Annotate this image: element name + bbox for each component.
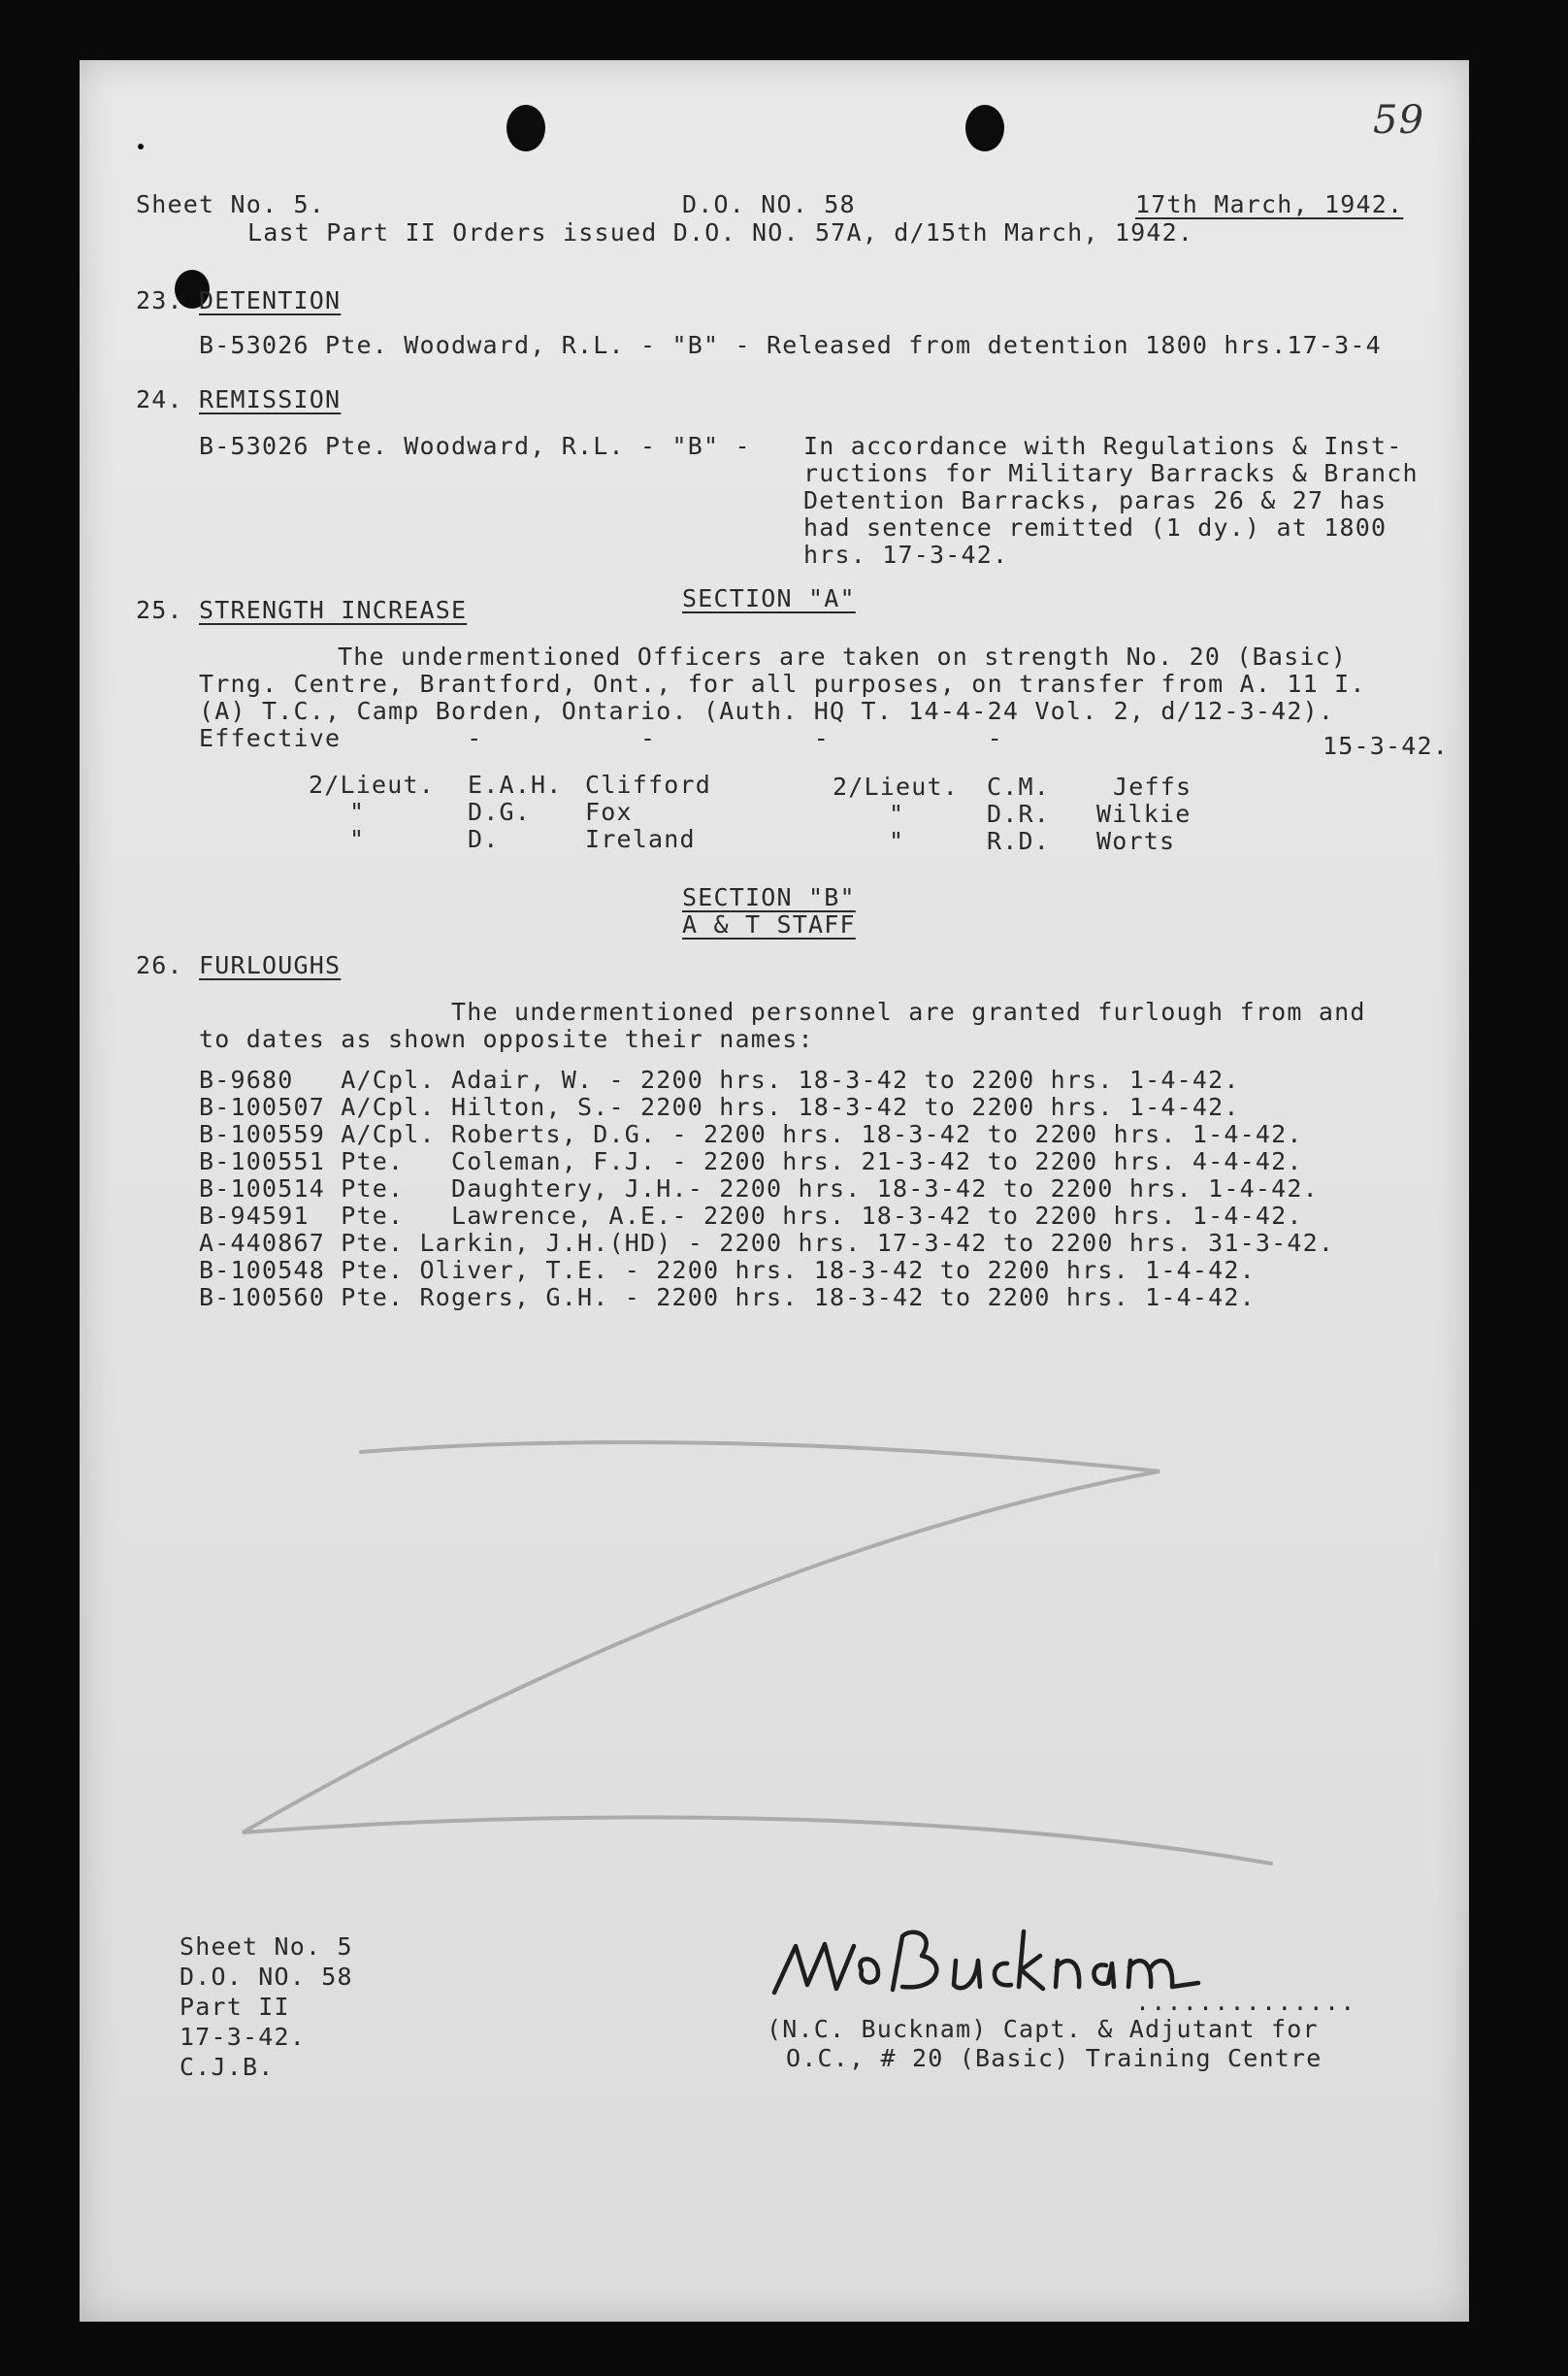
signer-line: O.C., # 20 (Basic) Training Centre [786,2044,1323,2072]
order-date: 17th March, 1942. [1135,190,1404,218]
strength-line: The undermentioned Officers are taken on strength No. 20 (Basic) [338,643,1348,671]
officer-rank: 2/Lieut. [309,771,436,799]
officer-surname: Ireland [585,825,696,853]
remission-line: ructions for Military Barracks & Branch [803,459,1419,487]
officer-initials: D. [468,825,500,853]
page-number: 59 [1373,98,1425,143]
officer-initials: C.M. [987,773,1051,801]
officer-surname: Worts [1096,827,1176,855]
remission-line: In accordance with Regulations & Inst- [803,432,1403,460]
item-number-26: 26. [136,951,183,979]
officer-rank: " [889,827,905,855]
detention-heading: DETENTION [199,286,342,314]
furlough-row: B-94591 Pte. Lawrence, A.E.- 2200 hrs. 18-3-42 to 2200 hrs. 1-4-42. [199,1202,1303,1230]
remission-line: hrs. 17-3-42. [803,541,1009,569]
furlough-row: B-100507 A/Cpl. Hilton, S.- 2200 hrs. 18-3-42 to 2200 hrs. 1-4-42. [199,1093,1240,1121]
officer-surname: Clifford [585,771,712,799]
effective-date: 15-3-42. [1323,732,1450,760]
item-number-24: 24. [136,385,183,413]
furloughs-intro: The undermentioned personnel are granted furlough from and [451,998,1366,1026]
footer-line: Part II [180,1993,290,2021]
signature [757,1917,1223,2024]
remission-line: had sentence remitted (1 dy.) at 1800 [803,513,1388,542]
officer-surname: Wilkie [1096,800,1192,828]
signature-dots: .............. [1135,1988,1356,2016]
officer-rank: " [889,800,905,828]
officer-initials: D.G. [468,798,532,826]
last-orders-line: Last Part II Orders issued D.O. NO. 57A, d/15th March, 1942. [247,218,1194,247]
furlough-row: B-100548 Pte. Oliver, T.E. - 2200 hrs. 18-3-42 to 2200 hrs. 1-4-42. [199,1256,1256,1284]
remission-line: Detention Barracks, paras 26 & 27 has [803,486,1388,514]
item-number-23: 23. [136,286,183,314]
furlough-row: B-100551 Pte. Coleman, F.J. - 2200 hrs. 21-3-42 to 2200 hrs. 4-4-42. [199,1147,1303,1175]
officer-initials: R.D. [987,827,1051,855]
strength-line: Effective - - - - [199,724,1003,752]
footer-line: D.O. NO. 58 [180,1963,353,1991]
order-number: D.O. NO. 58 [682,190,856,218]
remission-heading: REMISSION [199,385,342,413]
signer-line: (N.C. Bucknam) Capt. & Adjutant for [767,2015,1319,2043]
officer-rank: 2/Lieut. [833,773,960,801]
furlough-row: B-100560 Pte. Rogers, G.H. - 2200 hrs. 18-3-42 to 2200 hrs. 1-4-42. [199,1283,1256,1311]
footer-line: Sheet No. 5 [180,1932,353,1961]
officer-rank: " [349,798,366,826]
furlough-row: B-100559 A/Cpl. Roberts, D.G. - 2200 hrs. 18-3-42 to 2200 hrs. 1-4-42. [199,1120,1303,1148]
section-a-heading: SECTION "A" [682,584,856,612]
strength-increase-heading: STRENGTH INCREASE [199,596,468,624]
officer-surname: Fox [585,798,633,826]
furloughs-intro: to dates as shown opposite their names: [199,1025,814,1053]
section-b-subheading: A & T STAFF [682,910,856,939]
officer-surname: Jeffs [1113,773,1192,801]
furloughs-heading: FURLOUGHS [199,951,342,979]
footer-line: C.J.B. [180,2053,275,2081]
footer-line: 17-3-42. [180,2023,307,2051]
section-b-heading: SECTION "B" [682,883,856,911]
officer-rank: " [349,825,366,853]
sheet-number: Sheet No. 5. [136,190,326,218]
furlough-row: A-440867 Pte. Larkin, J.H.(HD) - 2200 hrs. 17-3-42 to 2200 hrs. 31-3-42. [199,1229,1335,1257]
furlough-row: B-100514 Pte. Daughtery, J.H.- 2200 hrs. 18-3-42 to 2200 hrs. 1-4-42. [199,1174,1319,1203]
strength-line: (A) T.C., Camp Borden, Ontario. (Auth. HQ T. 14-4-24 Vol. 2, d/12-3-42). [199,697,1335,725]
detention-entry: B-53026 Pte. Woodward, R.L. - "B" - Released from detention 1800 hrs.17-3-4 [199,331,1382,359]
remission-entry-lead: B-53026 Pte. Woodward, R.L. - "B" - [199,432,751,460]
strength-line: Trng. Centre, Brantford, Ont., for all purposes, on transfer from A. 11 I. [199,670,1366,698]
furlough-row: B-9680 A/Cpl. Adair, W. - 2200 hrs. 18-3-42 to 2200 hrs. 1-4-42. [199,1066,1240,1094]
officer-initials: D.R. [987,800,1051,828]
item-number-25: 25. [136,596,183,624]
officer-initials: E.A.H. [468,771,563,799]
